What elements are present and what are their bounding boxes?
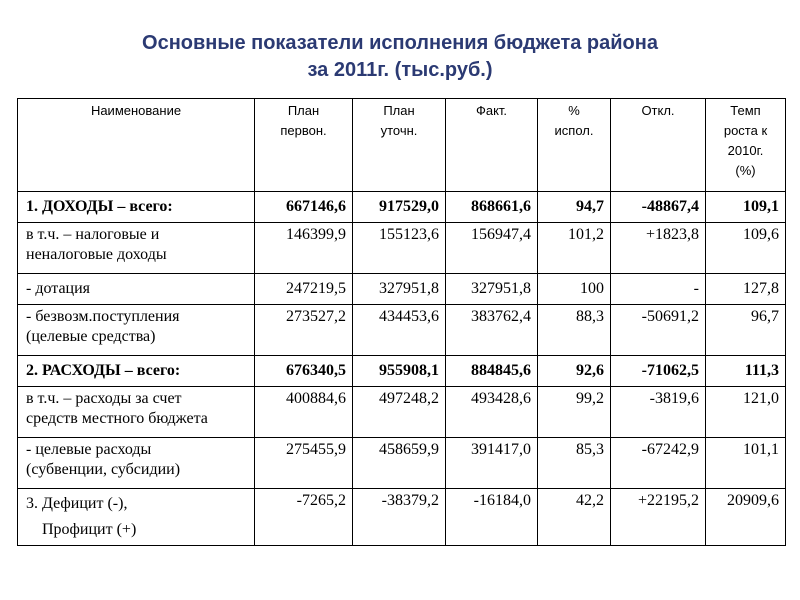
budget-table (17, 98, 786, 546)
cell-name (18, 305, 255, 356)
cell-plan-adj: 917529,0 (353, 192, 446, 223)
header-growth-line: роста к (723, 123, 768, 138)
cell-name (18, 223, 255, 274)
cell-dev: -48867,4 (611, 192, 706, 223)
cell-name-line: - безвозм.поступления (26, 308, 180, 325)
header-pct-line: испол. (554, 123, 594, 138)
cell-growth: 127,8 (706, 274, 786, 305)
cell-name-line: - дотация (26, 280, 91, 297)
table-row-subsidy (18, 274, 786, 305)
cell-plan-adj: 458659,9 (353, 438, 446, 489)
cell-name (18, 387, 255, 438)
header-growth-line: (%) (735, 163, 756, 178)
cell-name-line: в т.ч. – налоговые и (26, 226, 160, 243)
header-name-text: Наименование (90, 103, 182, 118)
cell-fact: 868661,6 (446, 192, 538, 223)
header-fact-line: Факт. (475, 103, 508, 118)
cell-growth: 20909,6 (706, 489, 786, 546)
cell-plan-adj: 434453,6 (353, 305, 446, 356)
title-line-2: за 2011г. (тыс.руб.) (307, 59, 493, 81)
cell-fact: 493428,6 (446, 387, 538, 438)
cell-name (18, 356, 255, 387)
cell-pct: 92,6 (538, 356, 611, 387)
cell-growth: 121,0 (706, 387, 786, 438)
cell-pct: 42,2 (538, 489, 611, 546)
cell-name (18, 438, 255, 489)
cell-fact: 327951,8 (446, 274, 538, 305)
cell-plan-orig: 247219,5 (255, 274, 353, 305)
header-plan-orig-line: План (287, 103, 320, 118)
cell-plan-orig: 676340,5 (255, 356, 353, 387)
header-name (18, 99, 255, 192)
cell-fact: 884845,6 (446, 356, 538, 387)
cell-growth: 96,7 (706, 305, 786, 356)
header-growth (706, 99, 786, 192)
cell-dev: +22195,2 (611, 489, 706, 546)
cell-plan-orig: 400884,6 (255, 387, 353, 438)
table-row-local-expense (18, 387, 786, 438)
cell-growth: 111,3 (706, 356, 786, 387)
cell-name-line: 1. ДОХОДЫ – всего: (26, 198, 173, 215)
header-fact (446, 99, 538, 192)
cell-growth: 101,1 (706, 438, 786, 489)
cell-growth: 109,6 (706, 223, 786, 274)
cell-name-line: (целевые средства) (26, 328, 156, 345)
cell-dev: -3819,6 (611, 387, 706, 438)
cell-plan-adj: 497248,2 (353, 387, 446, 438)
cell-name-line: 3. Дефицит (-), (26, 495, 128, 512)
cell-name-line: Профицит (+) (42, 521, 137, 538)
table-row-tax-income (18, 223, 786, 274)
cell-dev: +1823,8 (611, 223, 706, 274)
cell-dev: -50691,2 (611, 305, 706, 356)
table-row-deficit (18, 489, 786, 546)
cell-plan-adj: 327951,8 (353, 274, 446, 305)
cell-plan-adj: -38379,2 (353, 489, 446, 546)
cell-fact: 156947,4 (446, 223, 538, 274)
header-growth-line: 2010г. (727, 143, 764, 158)
header-dev-line: Откл. (641, 103, 675, 118)
cell-plan-adj: 955908,1 (353, 356, 446, 387)
header-plan-adj (353, 99, 446, 192)
cell-name (18, 274, 255, 305)
header-row (18, 99, 786, 192)
cell-pct: 99,2 (538, 387, 611, 438)
header-plan-orig-line: первон. (280, 123, 327, 138)
cell-plan-orig: 667146,6 (255, 192, 353, 223)
cell-fact: 383762,4 (446, 305, 538, 356)
cell-name-line: 2. РАСХОДЫ – всего: (26, 362, 181, 379)
header-dev (611, 99, 706, 192)
cell-pct: 88,3 (538, 305, 611, 356)
cell-dev: - (611, 274, 706, 305)
cell-plan-orig: 275455,9 (255, 438, 353, 489)
header-plan-orig (255, 99, 353, 192)
cell-fact: -16184,0 (446, 489, 538, 546)
table-row-income-total (18, 192, 786, 223)
header-plan-adj-line: План (383, 103, 415, 118)
cell-name-line: неналоговые доходы (26, 246, 167, 263)
cell-growth: 109,1 (706, 192, 786, 223)
header-pct (538, 99, 611, 192)
header-pct-line: % (568, 103, 580, 118)
cell-pct: 100 (538, 274, 611, 305)
page-title (0, 30, 800, 84)
cell-pct: 101,2 (538, 223, 611, 274)
cell-plan-adj: 155123,6 (353, 223, 446, 274)
cell-plan-orig: 146399,9 (255, 223, 353, 274)
table-row-gratuitous (18, 305, 786, 356)
cell-dev: -67242,9 (611, 438, 706, 489)
cell-name-line: (субвенции, субсидии) (26, 461, 181, 478)
cell-name (18, 192, 255, 223)
table-row-expense-total (18, 356, 786, 387)
cell-plan-orig: 273527,2 (255, 305, 353, 356)
cell-pct: 85,3 (538, 438, 611, 489)
table-row-targeted-expense (18, 438, 786, 489)
cell-name (18, 489, 255, 546)
cell-name-line: средств местного бюджета (26, 410, 208, 427)
title-line-1: Основные показатели исполнения бюджета района (142, 32, 658, 54)
cell-plan-orig: -7265,2 (255, 489, 353, 546)
cell-dev: -71062,5 (611, 356, 706, 387)
header-growth-line: Темп (730, 103, 761, 118)
cell-name-line: в т.ч. – расходы за счет (26, 390, 182, 407)
cell-name-line: - целевые расходы (26, 441, 152, 458)
cell-fact: 391417,0 (446, 438, 538, 489)
cell-pct: 94,7 (538, 192, 611, 223)
header-plan-adj-line: уточн. (380, 123, 418, 138)
